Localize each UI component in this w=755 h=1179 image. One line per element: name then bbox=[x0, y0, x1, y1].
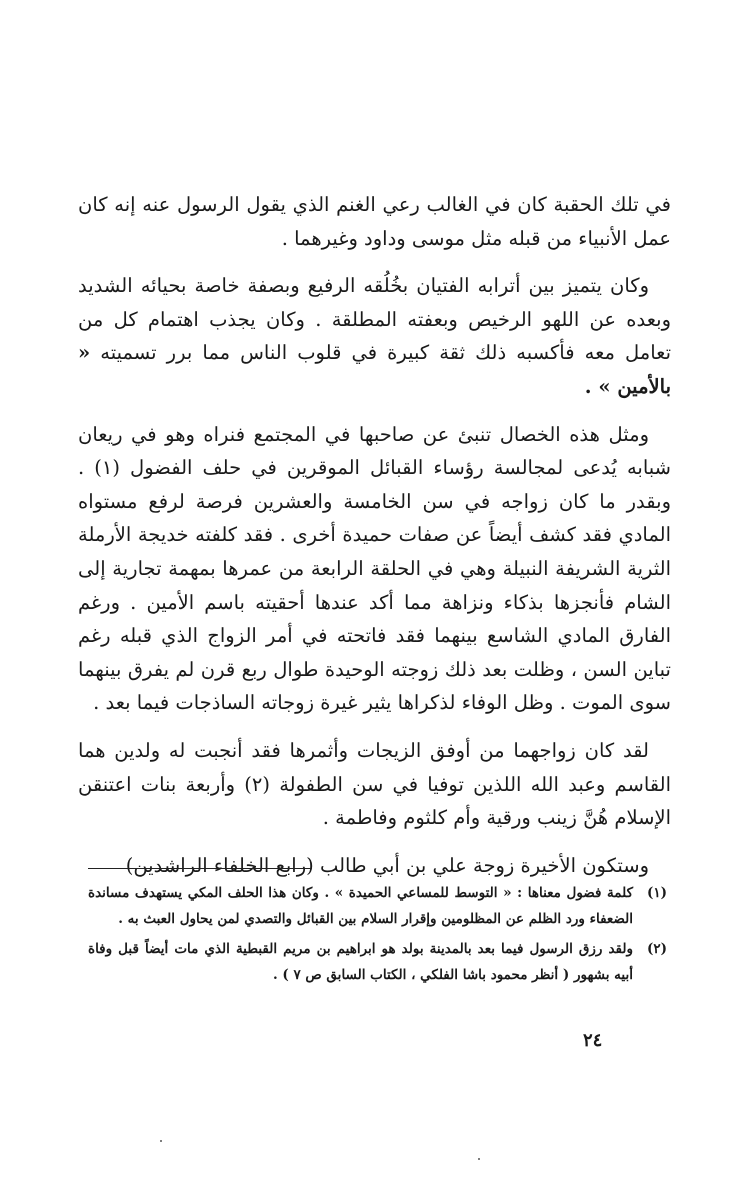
body-text bbox=[78, 188, 671, 882]
paragraph-1: في تلك الحقبة كان في الغالب رعي الغنم الذي يقول الرسول عنه إنه كان عمل الأنبياء من قبله مثل موسى وداود وغيرهما . bbox=[78, 193, 671, 250]
paragraph-5: وستكون الأخيرة زوجة علي بن أبي طالب (رابع الخلفاء الراشدين) bbox=[125, 853, 649, 877]
scan-speck bbox=[478, 1158, 480, 1160]
paragraph-2-bold-tail: « بالأمين » . bbox=[78, 341, 671, 398]
scan-speck bbox=[160, 1140, 162, 1142]
paragraph-2 bbox=[78, 269, 671, 403]
footnote-text: كلمة فضول معناها : « التوسط للمساعي الحميدة » . وكان هذا الحلف المكي يستهدف مساندة الضعفاء ورد الظلم عن المظلومين وإقرار السلام بين القبائل والتصدي لمن يحاول العبث به . bbox=[88, 885, 633, 927]
footnote-number: (١) bbox=[646, 885, 667, 901]
page-number: ٢٤ bbox=[583, 1030, 603, 1051]
footnote-number: (٢) bbox=[646, 941, 667, 957]
footnotes bbox=[88, 880, 667, 992]
paragraph-4: لقد كان زواجهما من أوفق الزيجات وأثمرها فقد أنجبت له ولدين هما القاسم وعبد الله اللذين توفيا في سن الطفولة (٢) وأربعة بنات اعتنقن الإسلام هُنَّ زينب ورقية وأم كلثوم وفاطمة . bbox=[78, 738, 671, 830]
paragraph-2-text: وكان يتميز بين أترابه الفتيان بخُلُقه الرفيع وبصفة خاصة بحيائه الشديد وبعده عن اللهو الرخيص وبعفته المطلقة . وكان يجذب اهتمام كل من تعامل معه فأكسبه ذلك ثقة كبيرة في قلوب الناس مما برر تسميته bbox=[78, 274, 671, 365]
footnote-divider bbox=[88, 868, 312, 869]
footnote-1 bbox=[88, 880, 667, 932]
footnote-2 bbox=[88, 936, 667, 988]
paragraph-3: ومثل هذه الخصال تنبئ عن صاحبها في المجتمع فنراه وهو في ريعان شبابه يُدعى لمجالسة رؤساء القبائل الموقرين في حلف الفضول (١) . وبقدر ما كان زواجه في سن الخامسة والعشرين فرصة لرفع مستواه المادي فقد كشف أيضاً عن صفات حميدة أخرى . فقد كلفته خديجة الأرملة الثرية الشريفة النبيلة وهي في الحلقة الرابعة من عمرها بمهمة تجارية إلى الشام فأنجزها بذكاء ونزاهة مما أكد عندها أحقيته باسم الأمين . ورغم الفارق المادي الشاسع بينهما فقد فاتحته في أمر الزواج الذي قبله رغم تباين السن ، وظلت بعد ذلك زوجته الوحيدة طوال ربع قرن لم يفرق بينهما سوى الموت . وظل الوفاء لذكراها يثير غيرة زوجاته الساذجات فيما بعد . bbox=[78, 422, 671, 715]
footnote-text: ولقد رزق الرسول فيما بعد بالمدينة بولد هو ابراهيم بن مريم القبطية الذي مات أيضاً قبل وفاة أبيه بشهور ( أنظر محمود باشا الفلكي ، الكتاب السابق ص ٧ ) . bbox=[88, 941, 633, 983]
